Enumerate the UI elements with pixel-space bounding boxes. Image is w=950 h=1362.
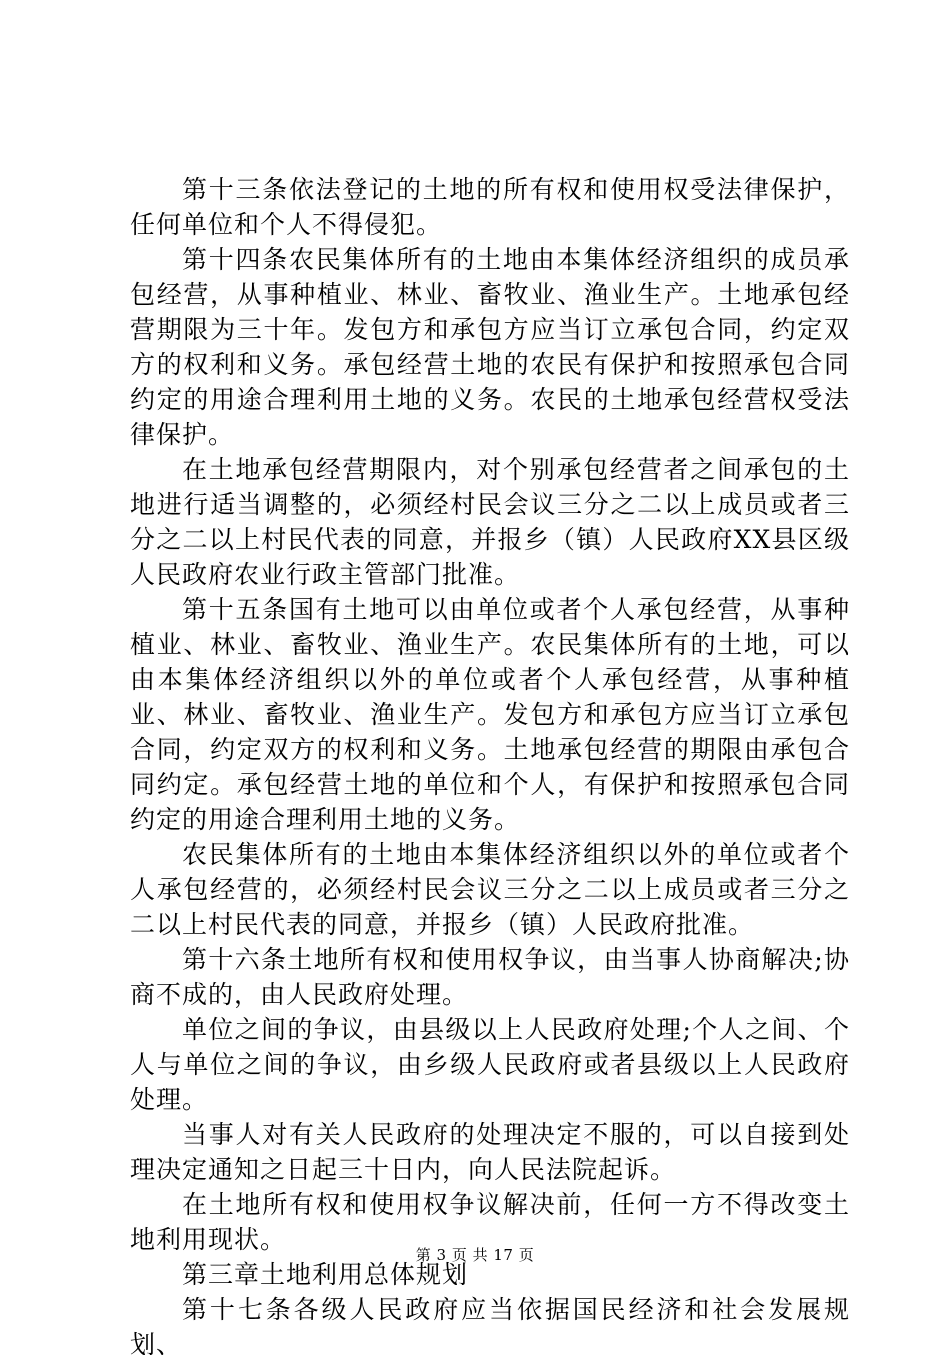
paragraph-contract-adjustment: 在土地承包经营期限内，对个别承包经营者之间承包的土地进行适当调整的，必须经村民会议三分之二以上成员或者三分之二以上村民代表的同意，并报乡（镇）人民政府XX县区级人民政府农业行政主管部门批准。 — [130, 455, 850, 589]
chapter-heading: 第三章土地利用总体规划 — [182, 1260, 469, 1289]
document-body — [130, 172, 850, 1362]
paragraph-status-quo: 在土地所有权和使用权争议解决前，任何一方不得改变土地利用现状。 — [130, 1190, 850, 1254]
paragraph-article-15: 第十五条国有土地可以由单位或者个人承包经营，从事种植业、林业、畜牧业、渔业生产。农民集体所有的土地，可以由本集体经济组织以外的单位或者个人承包经营，从事种植业、林业、畜牧业、渔业生产。发包方和承包方应当订立承包合同，约定双方的权利和义务。土地承包经营的期限由承包合同约定。承包经营土地的单位和个人，有保护和按照承包合同约定的用途合理利用土地的义务。 — [130, 595, 850, 834]
paragraph-article-13: 第十三条依法登记的土地的所有权和使用权受法律保护，任何单位和个人不得侵犯。 — [130, 175, 850, 239]
paragraph-court-appeal: 当事人对有关人民政府的处理决定不服的，可以自接到处理决定通知之日起三十日内，向人民法院起诉。 — [130, 1120, 850, 1184]
page-number-footer: 第 3 页 共 17 页 — [415, 1246, 535, 1264]
paragraph-outside-contracting: 农民集体所有的土地由本集体经济组织以外的单位或者个人承包经营的，必须经村民会议三分之二以上成员或者三分之二以上村民代表的同意，并报乡（镇）人民政府批准。 — [130, 840, 850, 939]
paragraph-dispute-handling: 单位之间的争议，由县级以上人民政府处理;个人之间、个人与单位之间的争议，由乡级人民政府或者县级以上人民政府处理。 — [130, 1015, 850, 1114]
paragraph-article-16: 第十六条土地所有权和使用权争议，由当事人协商解决;协商不成的，由人民政府处理。 — [130, 945, 850, 1009]
paragraph-article-17: 第十七条各级人民政府应当依据国民经济和社会发展规划、 — [130, 1295, 850, 1359]
paragraph-article-14: 第十四条农民集体所有的土地由本集体经济组织的成员承包经营，从事种植业、林业、畜牧业、渔业生产。土地承包经营期限为三十年。发包方和承包方应当订立承包合同，约定双方的权利和义务。承包经营土地的农民有保护和按照承包合同约定的用途合理利用土地的义务。农民的土地承包经营权受法律保护。 — [130, 245, 850, 449]
